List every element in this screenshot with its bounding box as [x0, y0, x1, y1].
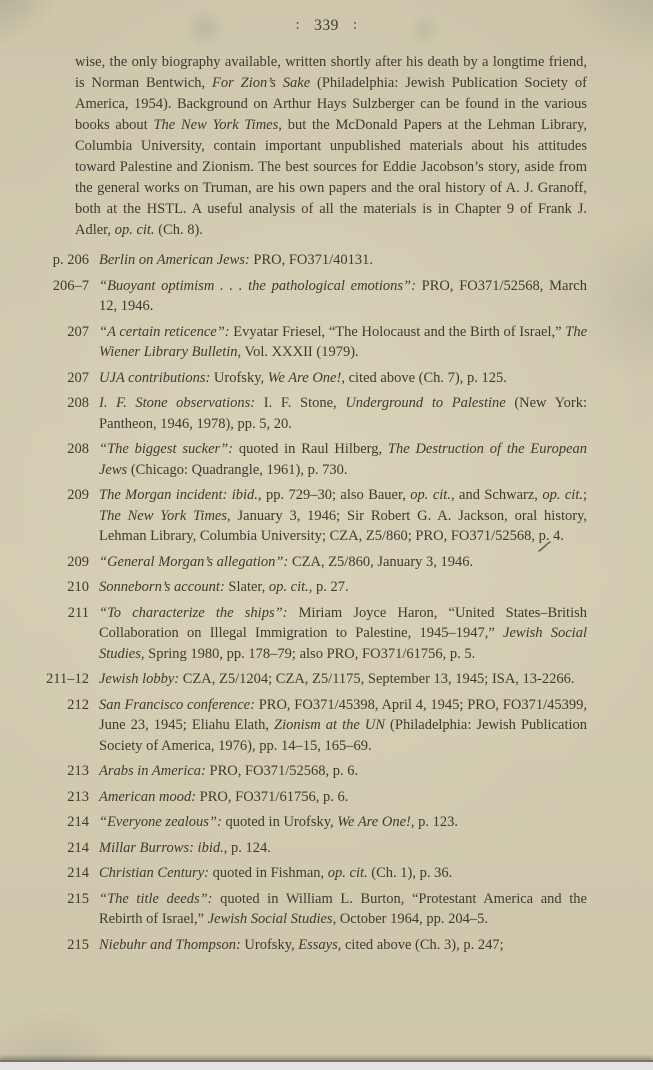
- note-row: [43, 322, 587, 363]
- note-row: [43, 935, 587, 956]
- page-number: 339: [314, 17, 339, 34]
- note-text: Niebuhr and Thompson: Urofsky, Essays, cited above (Ch. 3), p. 247;: [99, 936, 504, 953]
- note-page-label: 209: [67, 487, 89, 503]
- note-text: “The biggest sucker”: quoted in Raul Hilberg, The Destruction of the European Jews (Chicago: Quadrangle, 1961), p. 730.: [99, 441, 587, 478]
- note-row: [43, 761, 587, 782]
- note-row: [43, 393, 587, 434]
- note-row: [43, 695, 587, 757]
- note-text: American mood: PRO, FO371/61756, p. 6.: [99, 788, 349, 805]
- note-page-label: 215: [67, 890, 89, 907]
- notes-list: [0, 250, 653, 955]
- note-row: [43, 577, 587, 598]
- note-page-label: 206–7: [52, 277, 89, 294]
- note-page-label: 208: [67, 441, 89, 457]
- page-header: [0, 0, 653, 35]
- note-text: “To characterize the ships”: Miriam Joyce Haron, “United States–British Collaboration on Illegal Immigration to Palestine, 1945–1947,” Jewish Social Studies, Spring 1980, pp. 178–79; also PRO, FO371/61756, p. 5.: [99, 604, 587, 662]
- bibliographic-paragraph: wise, the only biography available, written shortly after his death by a longtime friend, is Norman Bentwich, For Zion’s Sake (Philadelphia: Jewish Publication Society of America, 1954). Background on Arthur Hays Sulzberger can be found in the various books about The New York Times, but the McDonald Papers at the Lehman Library, Columbia University, contain important unpublished materials about his attitudes toward Palestine and Zionism. The best sources for Eddie Jacobson’s story, aside from the general works on Truman, are his own papers and the oral history of A. J. Granoff, both at the HSTL. A useful analysis of all the materials is in Chapter 9 of Frank J. Adler, op. cit. (Ch. 8).: [75, 54, 588, 238]
- note-row: [43, 889, 587, 930]
- note-page-label: 213: [67, 788, 89, 805]
- note-text: “Everyone zealous”: quoted in Urofsky, We Are One!, p. 123.: [99, 814, 458, 830]
- note-text: Berlin on American Jews: PRO, FO371/40131.: [99, 252, 374, 268]
- note-row: [43, 812, 587, 833]
- note-page-label: 212: [67, 696, 89, 713]
- note-page-label: 207: [67, 323, 89, 340]
- note-row: [43, 838, 587, 859]
- note-text: Arabs in America: PRO, FO371/52568, p. 6.: [99, 763, 359, 779]
- note-text: I. F. Stone observations: I. F. Stone, Underground to Palestine (New York: Pantheon, 1946, 1978), pp. 5, 20.: [99, 395, 588, 432]
- note-page-label: 213: [67, 763, 89, 779]
- note-page-label: 214: [67, 865, 89, 881]
- note-text: “General Morgan’s allegation”: CZA, Z5/860, January 3, 1946.: [99, 553, 474, 570]
- note-text: San Francisco conference: PRO, FO371/45398, April 4, 1945; PRO, FO371/45399, June 23, 1945; Eliahu Elath, Zionism at the UN (Philadelphia: Jewish Publication Society of America, 1976), pp. 14–15, 165–69.: [99, 696, 587, 754]
- note-row: [43, 276, 587, 317]
- note-text: Jewish lobby: CZA, Z5/1204; CZA, Z5/1175, September 13, 1945; ISA, 13-2266.: [99, 671, 575, 687]
- note-page-label: 214: [67, 814, 89, 830]
- note-row: [43, 787, 587, 808]
- note-text: “A certain reticence”: Evyatar Friesel, “The Holocaust and the Birth of Israel,” The Wiener Library Bulletin, Vol. XXXII (1979).: [99, 323, 588, 360]
- note-row: [43, 250, 587, 271]
- page-bottom-edge: [0, 1060, 653, 1070]
- note-page-label: 208: [67, 395, 89, 411]
- note-text: Christian Century: quoted in Fishman, op. cit. (Ch. 1), p. 36.: [99, 865, 453, 881]
- note-page-label: 215: [67, 936, 89, 953]
- note-page-label: 211: [67, 604, 89, 621]
- note-page-label: 207: [67, 369, 89, 386]
- note-text: “Buoyant optimism . . . the pathological emotions”: PRO, FO371/52568, March 12, 1946.: [99, 277, 587, 314]
- note-row: [43, 863, 587, 884]
- note-page-label: 210: [67, 579, 89, 595]
- note-row: [43, 485, 587, 547]
- note-text: “The title deeds”: quoted in William L. Burton, “Protestant America and the Rebirth of Israel,” Jewish Social Studies, October 1964, pp. 204–5.: [99, 890, 587, 927]
- note-row: [43, 669, 587, 690]
- note-page-label: 209: [67, 553, 89, 570]
- note-text: Millar Burrows: ibid., p. 124.: [99, 839, 271, 856]
- note-row: [43, 552, 587, 573]
- note-row: [43, 368, 587, 389]
- note-row: [43, 439, 587, 480]
- note-page-label: p. 206: [52, 252, 89, 268]
- header-colon-right: :: [352, 17, 358, 33]
- note-text: Sonneborn’s account: Slater, op. cit., p. 27.: [99, 579, 349, 595]
- note-text: UJA contributions: Urofsky, We Are One!, cited above (Ch. 7), p. 125.: [99, 369, 507, 386]
- header-colon-left: :: [295, 17, 301, 33]
- note-text: The Morgan incident: ibid., pp. 729–30; also Bauer, op. cit., and Schwarz, op. cit.; The New York Times, January 3, 1946; Sir Robert G. A. Jackson, oral history, Lehman Library, Columbia University; CZA, Z5/860; PRO, FO371/52568, p. 4.: [99, 487, 588, 544]
- note-row: [43, 603, 587, 665]
- note-page-label: 211–12: [46, 671, 89, 687]
- note-page-label: 214: [67, 839, 89, 856]
